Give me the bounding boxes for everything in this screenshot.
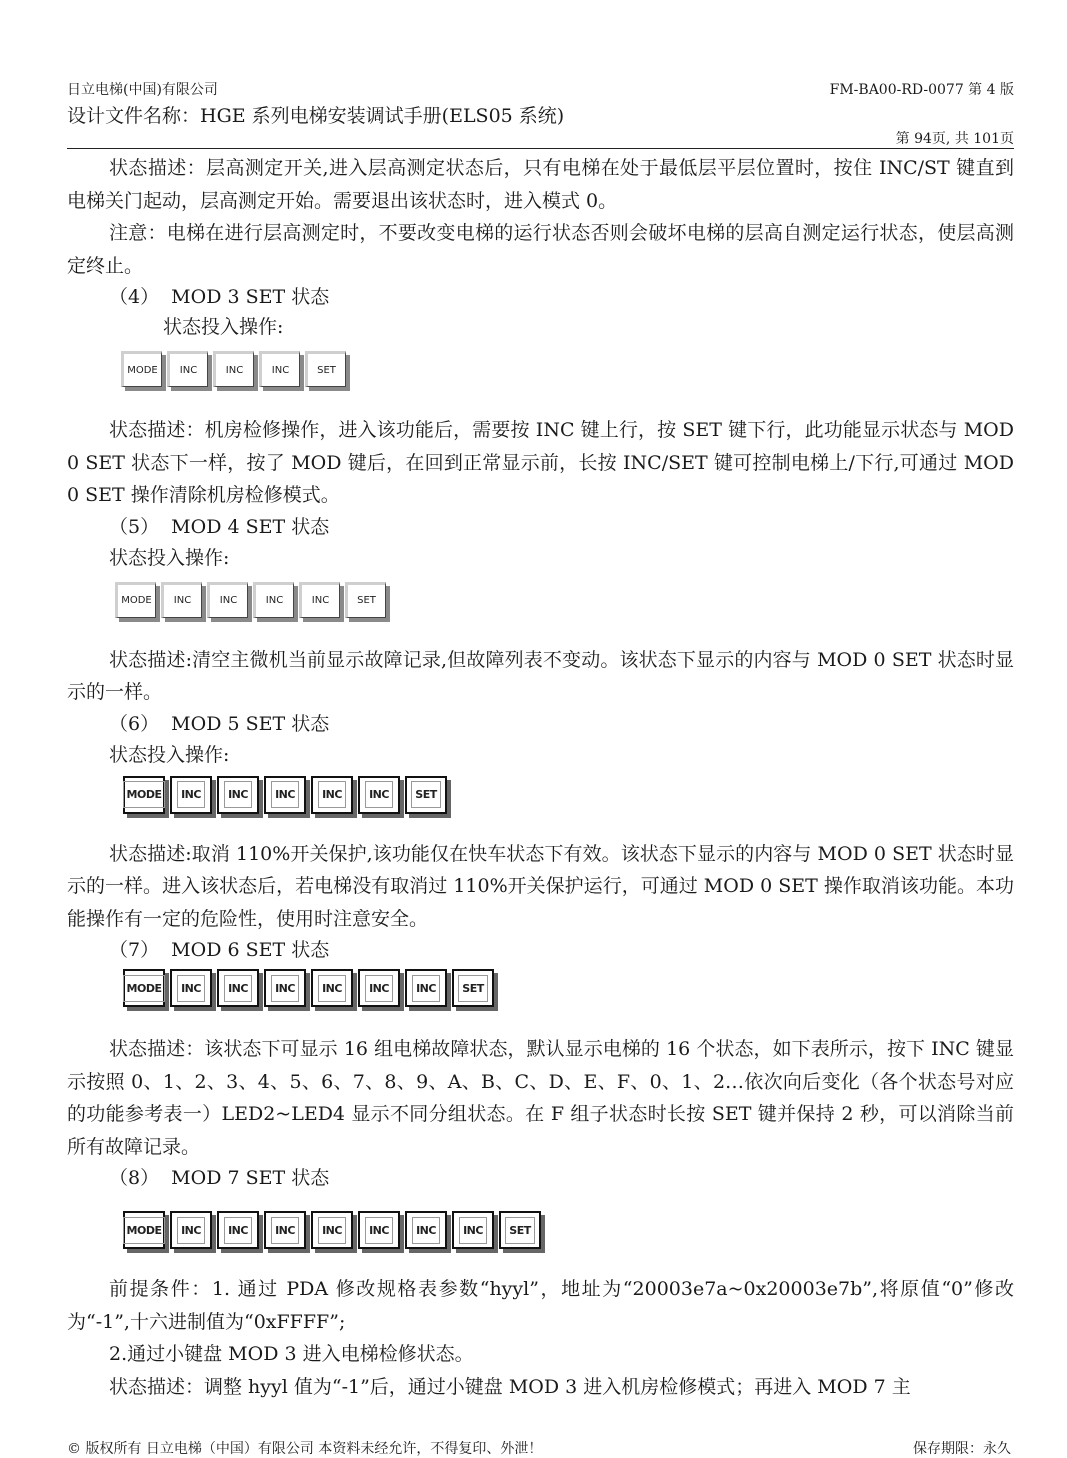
section-heading: （8） MOD 7 SET 状态: [109, 1167, 330, 1189]
key-inc: INC: [299, 582, 340, 618]
key-inc: INC: [264, 776, 306, 814]
key-inc: INC: [217, 1211, 259, 1249]
key-sequence: [123, 1211, 1014, 1255]
key-set: SET: [345, 582, 386, 618]
section-heading: （5） MOD 4 SET 状态: [109, 515, 330, 538]
key-inc: INC: [264, 1211, 306, 1249]
key-inc: INC: [405, 969, 447, 1007]
key-inc: INC: [358, 1211, 400, 1249]
key-inc: INC: [358, 969, 400, 1007]
key-sequence: [115, 582, 1014, 626]
paragraph: 状态描述：调整 hyyl 值为“-1”后，通过小键盘 MOD 3 进入机房检修模式；再进入 MOD 7 主: [109, 1375, 911, 1398]
header-divider: [67, 148, 1014, 149]
paragraph: 前提条件：1. 通过 PDA 修改规格表参数“hyyl”，地址为“20003e7a~0x20003e7b”,将原值“0”修改为“-1”,十六进制值为“0xFFFF”;: [67, 1278, 1014, 1333]
paragraph: 状态描述：层高测定开关,进入层高测定状态后，只有电梯在处于最低层平层位置时，按住 INC/ST 键直到电梯关门起动，层高测定开始。需要退出该状态时，进入模式 0。: [67, 157, 1014, 212]
footer-retention: 保存期限：永久: [913, 1441, 1011, 1457]
key-inc: INC: [170, 776, 212, 814]
key-inc: INC: [311, 776, 353, 814]
section-subheading: 状态投入操作:: [109, 546, 230, 569]
key-inc: INC: [311, 969, 353, 1007]
key-inc: INC: [161, 582, 202, 618]
paragraph: 状态描述：机房检修操作，进入该功能后，需要按 INC 键上行，按 SET 键下行，此功能显示状态与 MOD 0 SET 状态下一样，按了 MOD 键后，在回到正常显示前，长按 INC/SET 键可控制电梯上/下行,可通过 MOD 0 SET 操作清除机房检修模式。: [67, 419, 1014, 506]
key-inc: INC: [405, 1211, 447, 1249]
key-inc: INC: [311, 1211, 353, 1249]
section-heading: （7） MOD 6 SET 状态: [109, 939, 330, 961]
key-mode: MODE: [123, 969, 165, 1007]
key-set: SET: [305, 351, 346, 387]
paragraph: 状态描述:取消 110%开关保护,该功能仅在快车状态下有效。该状态下显示的内容与 MOD 0 SET 状态时显示的一样。进入该状态后，若电梯没有取消过 110%开关保护运行，可通过 MOD 0 SET 操作取消该功能。本功能操作有一定的危险性，使用时注意安全。: [67, 842, 1014, 930]
key-set: SET: [452, 969, 494, 1007]
paragraph: 2.通过小键盘 MOD 3 进入电梯检修状态。: [109, 1343, 474, 1365]
key-inc: INC: [358, 776, 400, 814]
key-sequence: [123, 969, 1014, 1013]
document-title: 设计文件名称：HGE 系列电梯安装调试手册(ELS05 系统): [67, 105, 565, 127]
section-heading: （4） MOD 3 SET 状态: [109, 286, 330, 308]
company-name: 日立电梯(中国)有限公司: [67, 82, 218, 98]
paragraph: 状态描述：该状态下可显示 16 组电梯故障状态，默认显示电梯的 16 个状态，如下表所示，按下 INC 键显示按照 0、1、2、3、4、5、6、7、8、9、A、B、C、D、E、F、0、1、2…依次向后变化（各个状态号对应的功能参考表一）LED2~LED4 显示不同分组状态。在 F 组子状态时长按 SET 键并保持 2 秒，可以消除当前所有故障记录。: [67, 1038, 1014, 1158]
key-inc: INC: [170, 1211, 212, 1249]
footer-copyright: © 版权所有 日立电梯（中国）有限公司 本资料未经允许，不得复印、外泄！: [67, 1441, 543, 1457]
key-inc: INC: [452, 1211, 494, 1249]
key-set: SET: [405, 776, 447, 814]
key-set: SET: [499, 1211, 541, 1249]
key-inc: INC: [213, 351, 254, 387]
key-inc: INC: [253, 582, 294, 618]
key-inc: INC: [217, 969, 259, 1007]
key-sequence: [121, 351, 1014, 395]
section-subheading: 状态投入操作:: [109, 743, 230, 766]
key-sequence: [123, 776, 1014, 820]
key-inc: INC: [259, 351, 300, 387]
key-inc: INC: [264, 969, 306, 1007]
document-body: [67, 152, 1014, 1403]
document-code: FM-BA00-RD-0077 第 4 版: [829, 82, 1014, 98]
page-number: 第 94页, 共 101页: [895, 131, 1014, 147]
key-mode: MODE: [123, 776, 165, 814]
section-heading: （6） MOD 5 SET 状态: [109, 712, 330, 735]
paragraph: 状态描述:清空主微机当前显示故障记录,但故障列表不变动。该状态下显示的内容与 MOD 0 SET 状态时显示的一样。: [67, 648, 1014, 703]
key-inc: INC: [167, 351, 208, 387]
paragraph: 注意：电梯在进行层高测定时，不要改变电梯的运行状态否则会破坏电梯的层高自测定运行状态，使层高测定终止。: [67, 222, 1014, 277]
key-mode: MODE: [123, 1211, 165, 1249]
key-inc: INC: [170, 969, 212, 1007]
key-mode: MODE: [115, 582, 156, 618]
section-subheading: 状态投入操作:: [163, 316, 284, 338]
key-inc: INC: [217, 776, 259, 814]
key-inc: INC: [207, 582, 248, 618]
key-mode: MODE: [121, 351, 162, 387]
